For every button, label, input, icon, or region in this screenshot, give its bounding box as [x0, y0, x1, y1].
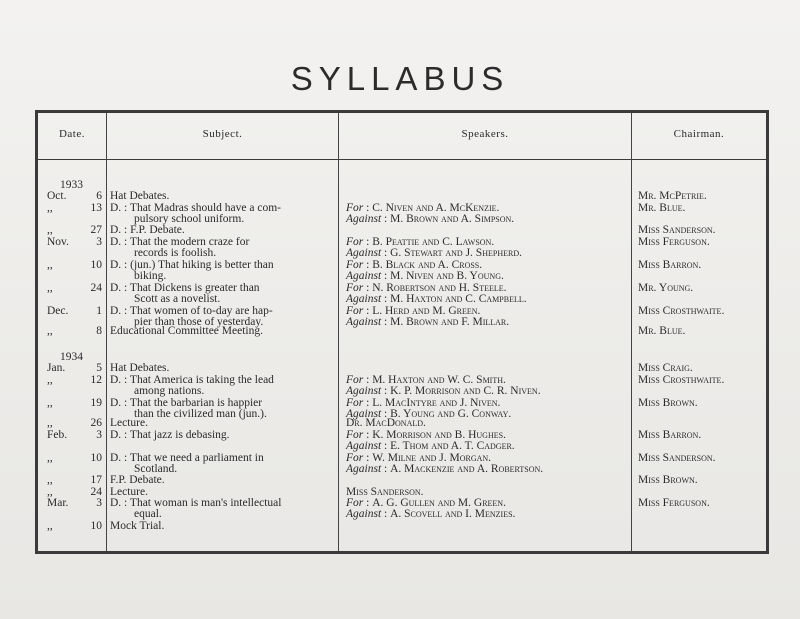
- date-day: 12: [90, 374, 102, 386]
- speaker-names: E. Thom and A. T. Cadger.: [390, 440, 515, 452]
- subject-line: D. : That we need a parliament in: [110, 452, 264, 464]
- role-separator: :: [363, 429, 373, 441]
- subject-line: D. : That the barbarian is happier: [110, 397, 263, 409]
- date-month: ,,: [47, 259, 53, 271]
- subject-line: D. : That women of to-day are hap-: [110, 305, 273, 317]
- date-day: 5: [96, 362, 102, 374]
- speaker-role: For: [346, 202, 364, 214]
- column-divider: [338, 113, 339, 551]
- chairman-name: Miss Brown.: [638, 397, 698, 409]
- header-chairman: Chairman.: [673, 128, 725, 140]
- subject-line: Scotland.: [134, 463, 178, 475]
- date-month: ,,: [47, 520, 53, 532]
- date-month: ,,: [47, 486, 53, 498]
- header-subject: Subject.: [202, 128, 243, 140]
- speaker-line: [346, 463, 543, 476]
- date-day: 3: [96, 236, 102, 248]
- chairman-name: Miss Sanderson.: [638, 452, 716, 464]
- date-month: ,,: [47, 282, 53, 294]
- speaker-names: Dr. MacDonald.: [346, 417, 426, 429]
- chairman-name: Mr. Blue.: [638, 325, 686, 337]
- subject-line: Scott as a novelist.: [134, 293, 221, 305]
- speaker-line: [346, 213, 514, 226]
- chairman-name: Mr. Young.: [638, 282, 694, 294]
- date-month: ,,: [47, 325, 53, 337]
- header-date: Date.: [58, 128, 85, 140]
- date-day: 3: [96, 497, 102, 509]
- speaker-names: M. Brown and F. Millar.: [390, 316, 510, 328]
- role-separator: :: [363, 497, 373, 509]
- subject-line: than the civilized man (jun.).: [134, 408, 267, 420]
- speaker-role: Against: [346, 293, 382, 305]
- subject-line: Lecture.: [110, 417, 148, 429]
- speaker-role: For: [346, 397, 364, 409]
- chairman-name: Mr. McPetrie.: [638, 190, 707, 202]
- speaker-role: For: [346, 236, 364, 248]
- speaker-names: Miss Sanderson.: [346, 486, 424, 498]
- subject-line: D. : That jazz is debasing.: [110, 429, 230, 441]
- date-month: Dec.: [47, 305, 69, 317]
- subject-line: pier than those of yesterday.: [134, 316, 264, 328]
- speaker-role: Against: [346, 213, 382, 225]
- subject-line: among nations.: [134, 385, 205, 397]
- speaker-names: M. Niven and B. Young.: [390, 270, 504, 282]
- speaker-names: C. Niven and A. McKenzie.: [372, 202, 500, 214]
- date-month: ,,: [47, 452, 53, 464]
- chairman-name: Miss Craig.: [638, 362, 693, 374]
- speaker-names: A. Scovell and I. Menzies.: [390, 508, 516, 520]
- role-separator: :: [363, 305, 373, 317]
- chairman-name: Miss Crosthwaite.: [638, 374, 725, 386]
- speaker-role: For: [346, 429, 364, 441]
- chairman-name: Miss Ferguson.: [638, 236, 710, 248]
- speaker-names: K. Morrison and B. Hughes.: [372, 429, 506, 441]
- subject-line: Mock Trial.: [110, 520, 165, 532]
- chairman-name: Miss Crosthwaite.: [638, 305, 725, 317]
- subject-line: D. : That woman is man's intellectual: [110, 497, 282, 509]
- role-separator: :: [381, 385, 391, 397]
- speaker-names: B. Black and A. Cross.: [372, 259, 483, 271]
- date-month: ,,: [47, 374, 53, 386]
- subject-line: pulsory school uniform.: [134, 213, 245, 225]
- speaker-names: K. P. Morrison and C. R. Niven.: [390, 385, 541, 397]
- speaker-names: B. Peattie and C. Lawson.: [372, 236, 495, 248]
- speaker-line: [346, 316, 509, 329]
- date-month: ,,: [47, 417, 53, 429]
- speaker-role: Against: [346, 316, 382, 328]
- speaker-role: Against: [346, 508, 382, 520]
- speaker-role: Against: [346, 385, 382, 397]
- subject-line: Lecture.: [110, 486, 148, 498]
- header-speakers: Speakers.: [461, 128, 509, 140]
- role-separator: :: [363, 282, 373, 294]
- subject-line: D. : That the modern craze for: [110, 236, 250, 248]
- date-month: ,,: [47, 397, 53, 409]
- column-divider: [106, 113, 107, 551]
- date-month: ,,: [47, 224, 53, 236]
- subject-line: Hat Debates.: [110, 190, 170, 202]
- role-separator: :: [381, 463, 391, 475]
- subject-line: Hat Debates.: [110, 362, 170, 374]
- chairman-name: Mr. Blue.: [638, 202, 686, 214]
- role-separator: :: [363, 374, 373, 386]
- date-month: Mar.: [47, 497, 69, 509]
- chairman-name: Miss Barron.: [638, 429, 702, 441]
- subject-line: Educational Committee Meeting.: [110, 325, 263, 337]
- column-divider: [631, 113, 632, 551]
- date-day: 10: [90, 452, 102, 464]
- year-label: 1933: [60, 179, 83, 191]
- speaker-line: [346, 508, 515, 521]
- date-day: 24: [90, 282, 102, 294]
- date-month: Nov.: [47, 236, 69, 248]
- date-day: 26: [90, 417, 102, 429]
- speaker-role: For: [346, 497, 364, 509]
- subject-line: F.P. Debate.: [110, 474, 165, 486]
- role-separator: :: [363, 202, 373, 214]
- speaker-names: M. Haxton and W. C. Smith.: [372, 374, 506, 386]
- date-month: ,,: [47, 202, 53, 214]
- role-separator: :: [381, 508, 391, 520]
- date-day: 13: [90, 202, 102, 214]
- role-separator: :: [381, 270, 391, 282]
- date-month: ,,: [47, 474, 53, 486]
- year-label: 1934: [60, 351, 83, 363]
- chairman-name: Miss Brown.: [638, 474, 698, 486]
- role-separator: :: [363, 259, 373, 271]
- subject-line: biking.: [134, 270, 167, 282]
- date-day: 3: [96, 429, 102, 441]
- date-month: Feb.: [47, 429, 68, 441]
- page-title: SYLLABUS: [290, 60, 510, 97]
- speaker-role: For: [346, 259, 364, 271]
- speaker-names: A. Mackenzie and A. Robertson.: [390, 463, 544, 475]
- subject-line: D. : That Madras should have a com-: [110, 202, 281, 214]
- speaker-role: For: [346, 305, 364, 317]
- role-separator: :: [381, 440, 391, 452]
- speaker-role: Against: [346, 440, 382, 452]
- chairman-name: Miss Barron.: [638, 259, 702, 271]
- subject-line: D. : (jun.) That hiking is better than: [110, 259, 274, 271]
- chairman-name: Miss Ferguson.: [638, 497, 710, 509]
- date-month: Jan.: [47, 362, 66, 374]
- speaker-names: A. G. Gullen and M. Green.: [372, 497, 506, 509]
- date-day: 10: [90, 259, 102, 271]
- speaker-role: Against: [346, 408, 382, 420]
- speaker-role: Against: [346, 463, 382, 475]
- speaker-names: N. Robertson and H. Steele.: [372, 282, 507, 294]
- speaker-names: M. Haxton and C. Campbell.: [390, 293, 527, 305]
- role-separator: :: [381, 293, 391, 305]
- date-day: 1: [96, 305, 102, 317]
- date-day: 10: [90, 520, 102, 532]
- role-separator: :: [363, 397, 373, 409]
- speaker-names: G. Stewart and J. Shepherd.: [390, 247, 522, 259]
- subject-line: D. : That America is taking the lead: [110, 374, 274, 386]
- speaker-names: L. Herd and M. Green.: [372, 305, 481, 317]
- role-separator: :: [363, 236, 373, 248]
- speaker-names: B. Young and G. Conway.: [390, 408, 512, 420]
- role-separator: :: [381, 213, 391, 225]
- speaker-role: For: [346, 452, 364, 464]
- date-day: 24: [90, 486, 102, 498]
- date-month: Oct.: [47, 190, 67, 202]
- speaker-names: W. Milne and J. Morgan.: [372, 452, 492, 464]
- date-day: 8: [96, 325, 102, 337]
- subject-line: D. : F.P. Debate.: [110, 224, 185, 236]
- subject-line: equal.: [134, 508, 162, 520]
- subject-line: records is foolish.: [134, 247, 217, 259]
- date-day: 27: [90, 224, 102, 236]
- speaker-role: For: [346, 282, 364, 294]
- role-separator: :: [381, 408, 391, 420]
- chairman-name: Miss Sanderson.: [638, 224, 716, 236]
- date-day: 6: [96, 190, 102, 202]
- header-divider: [38, 159, 766, 160]
- speaker-role: For: [346, 374, 364, 386]
- role-separator: :: [381, 316, 391, 328]
- date-day: 17: [90, 474, 102, 486]
- speaker-names: M. Brown and A. Simpson.: [390, 213, 515, 225]
- speaker-names: L. MacIntyre and J. Niven.: [372, 397, 501, 409]
- role-separator: :: [363, 452, 373, 464]
- date-day: 19: [90, 397, 102, 409]
- speaker-role: Against: [346, 247, 382, 259]
- role-separator: :: [381, 247, 391, 259]
- subject-line: D. : That Dickens is greater than: [110, 282, 260, 294]
- speaker-role: Against: [346, 270, 382, 282]
